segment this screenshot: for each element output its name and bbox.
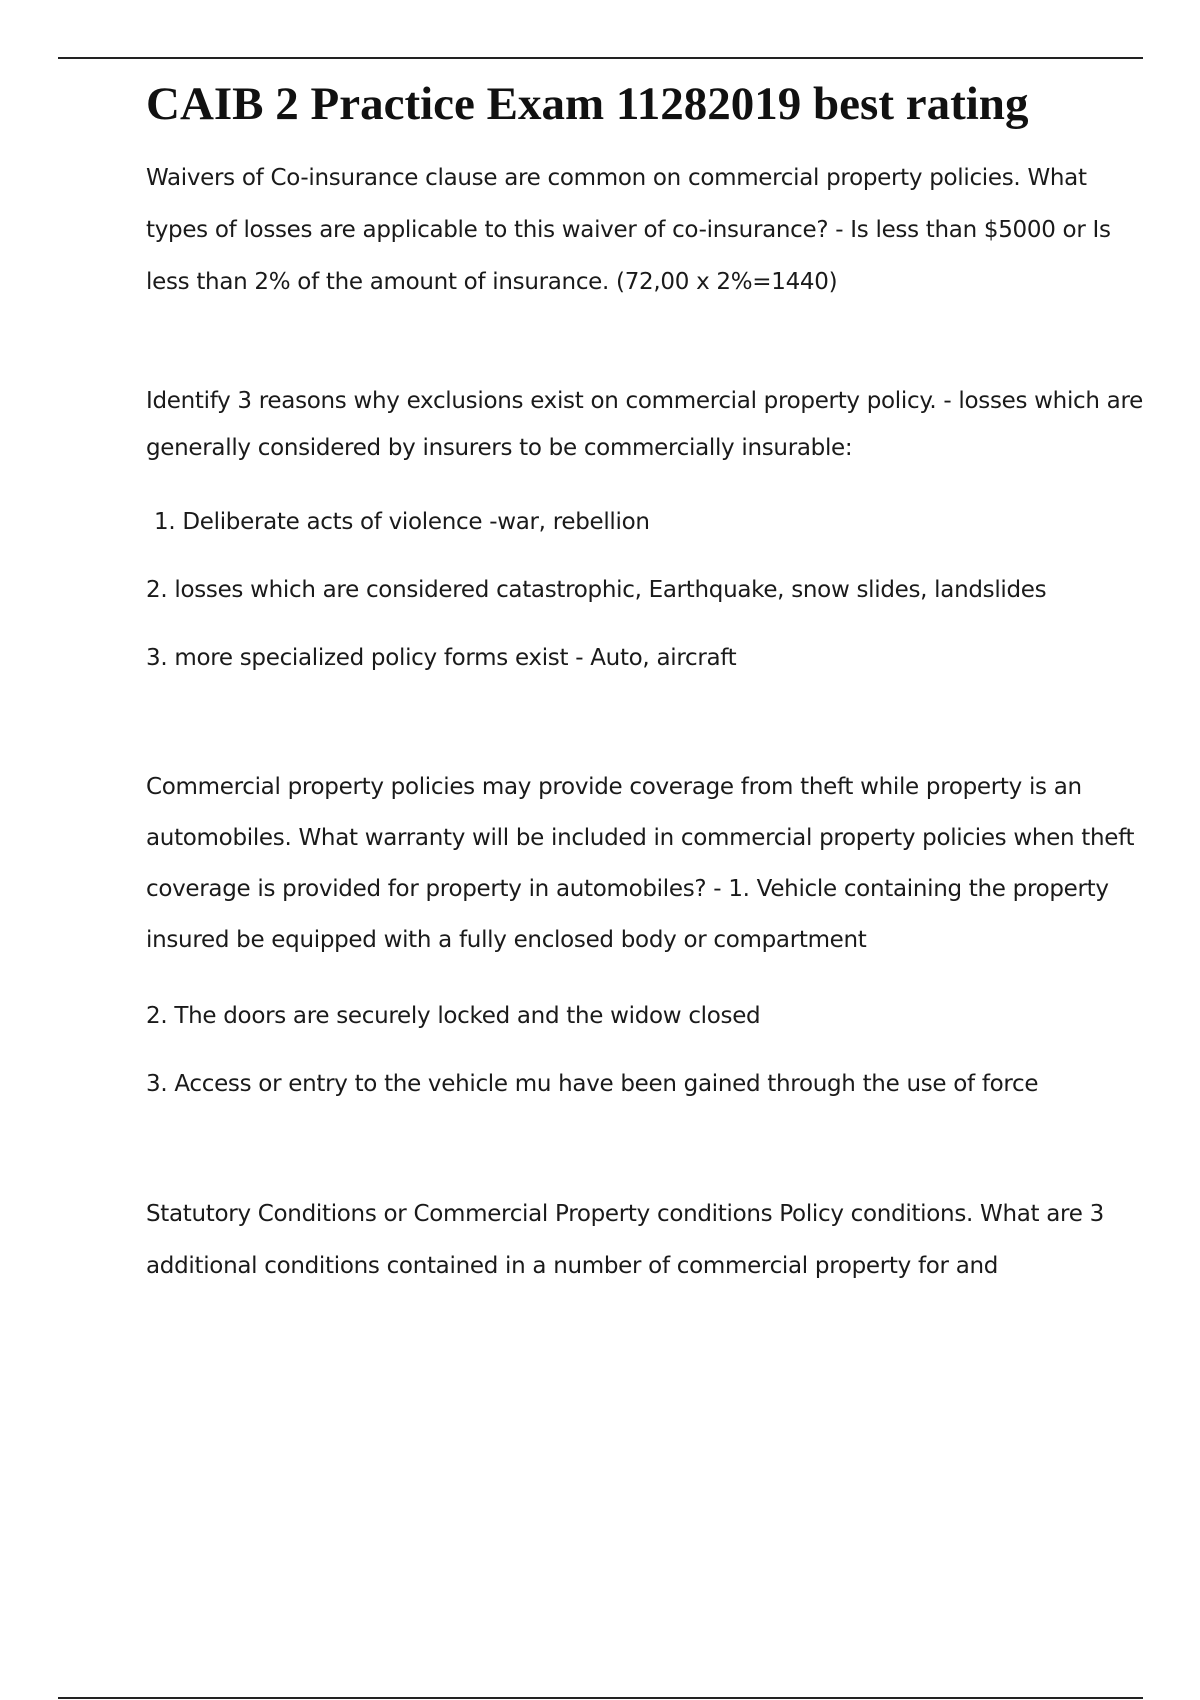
list-item: 3. more specialized policy forms exist - Auto, aircraft	[146, 645, 737, 672]
list-item: 2. The doors are securely locked and the widow closed	[146, 1003, 761, 1030]
paragraph-intro: Statutory Conditions or Commercial Property conditions Policy conditions. What are 3 additional conditions contained in a number of commercial property for and	[146, 1201, 1104, 1280]
bottom-rule	[58, 1697, 1143, 1699]
section-statutory-conditions	[146, 1188, 1146, 1292]
top-rule	[58, 57, 1143, 59]
paragraph: Waivers of Co-insurance clause are common on commercial property policies. What types of losses are applicable to this waiver of co-insurance? - Is less than $5000 or Is less than 2% of the amount of insurance. (72,00 x 2%=1440)	[146, 165, 1111, 296]
list-item: 2. losses which are considered catastrophic, Earthquake, snow slides, landslides	[146, 577, 1047, 604]
paragraph-intro: Commercial property policies may provide coverage from theft while property is an automobiles. What warranty will be included in commercial property policies when theft coverage is provided for property in automobiles? - 1. Vehicle containing the property insured be equipped with a fully enclosed body or compartment	[146, 774, 1135, 954]
section-exclusions	[146, 378, 1146, 692]
section-coinsurance-waiver	[146, 152, 1146, 308]
list-item: 1. Deliberate acts of violence -war, rebellion	[154, 509, 650, 536]
document-title: CAIB 2 Practice Exam 11282019 best rating	[146, 78, 1029, 130]
paragraph-intro: Identify 3 reasons why exclusions exist on commercial property policy. - losses which are generally considered by insurers to be commercially insurable:	[146, 388, 1143, 462]
section-theft-warranty	[146, 762, 1146, 1118]
document-body	[146, 66, 1146, 1292]
list-item: 3. Access or entry to the vehicle mu have been gained through the use of force	[146, 1071, 1039, 1098]
